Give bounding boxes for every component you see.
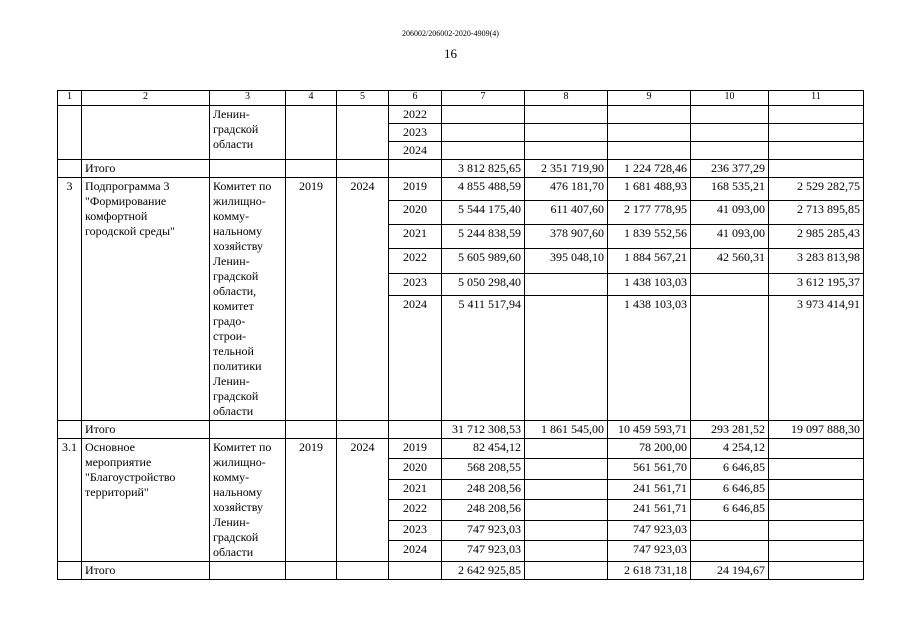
amount-cell: 4 855 488,59 xyxy=(442,178,525,201)
responsible-cell xyxy=(210,421,286,439)
total-amount-cell: 3 812 825,65 xyxy=(442,160,525,178)
amount-cell xyxy=(608,142,691,160)
amount-cell: 4 254,12 xyxy=(691,439,769,459)
column-header: 8 xyxy=(525,91,608,106)
total-amount-cell: 1 861 545,00 xyxy=(525,421,608,439)
year-cell: 2021 xyxy=(389,479,442,499)
total-amount-cell: 236 377,29 xyxy=(691,160,769,178)
amount-cell xyxy=(525,296,608,421)
row-number-cell xyxy=(58,421,82,439)
year-cell: 2023 xyxy=(389,124,442,142)
amount-cell xyxy=(769,458,864,479)
amount-cell: 568 208,55 xyxy=(442,458,525,479)
total-amount-cell xyxy=(525,562,608,580)
column-header: 9 xyxy=(608,91,691,106)
amount-cell: 3 612 195,37 xyxy=(769,273,864,296)
amount-cell: 5 411 517,94 xyxy=(442,296,525,421)
year-cell: 2024 xyxy=(389,296,442,421)
amount-cell xyxy=(691,540,769,561)
start-year-cell: 2019 xyxy=(286,178,337,421)
amount-cell: 248 208,56 xyxy=(442,499,525,520)
document-id: 206002/206002-2020-4909(4) xyxy=(402,29,499,38)
total-label: Итого xyxy=(82,160,210,178)
amount-cell xyxy=(525,142,608,160)
amount-cell: 2 713 895,85 xyxy=(769,200,864,225)
total-amount-cell: 10 459 593,71 xyxy=(608,421,691,439)
amount-cell xyxy=(525,273,608,296)
end-year-cell xyxy=(337,160,389,178)
table-row xyxy=(58,439,864,459)
amount-cell: 2 985 285,43 xyxy=(769,225,864,249)
total-amount-cell: 31 712 308,53 xyxy=(442,421,525,439)
end-year-cell xyxy=(337,562,389,580)
amount-cell: 241 561,71 xyxy=(608,499,691,520)
amount-cell xyxy=(525,106,608,124)
amount-cell: 241 561,71 xyxy=(608,479,691,499)
amount-cell xyxy=(691,124,769,142)
amount-cell xyxy=(769,499,864,520)
amount-cell: 6 646,85 xyxy=(691,479,769,499)
amount-cell xyxy=(525,439,608,459)
start-year-cell xyxy=(286,106,337,160)
column-header: 1 xyxy=(58,91,82,106)
total-label: Итого xyxy=(82,421,210,439)
start-year-cell xyxy=(286,421,337,439)
amount-cell: 2 529 282,75 xyxy=(769,178,864,201)
amount-cell xyxy=(691,106,769,124)
amount-cell: 1 438 103,03 xyxy=(608,273,691,296)
table-body xyxy=(58,91,864,580)
amount-cell xyxy=(525,458,608,479)
total-amount-cell: 1 224 728,46 xyxy=(608,160,691,178)
year-cell: 2021 xyxy=(389,225,442,249)
amount-cell: 3 973 414,91 xyxy=(769,296,864,421)
start-year-cell xyxy=(286,160,337,178)
column-header: 7 xyxy=(442,91,525,106)
column-header: 3 xyxy=(210,91,286,106)
program-name-cell xyxy=(82,106,210,160)
amount-cell: 6 646,85 xyxy=(691,458,769,479)
amount-cell: 747 923,03 xyxy=(608,520,691,540)
amount-cell xyxy=(525,499,608,520)
amount-cell xyxy=(442,106,525,124)
year-cell: 2022 xyxy=(389,249,442,274)
page-number: 16 xyxy=(444,46,457,61)
start-year-cell: 2019 xyxy=(286,439,337,562)
table-row xyxy=(58,106,864,124)
amount-cell: 747 923,03 xyxy=(608,540,691,561)
amount-cell xyxy=(691,273,769,296)
year-cell: 2023 xyxy=(389,520,442,540)
amount-cell: 476 181,70 xyxy=(525,178,608,201)
year-cell: 2024 xyxy=(389,540,442,561)
total-amount-cell: 2 618 731,18 xyxy=(608,562,691,580)
total-label: Итого xyxy=(82,562,210,580)
amount-cell xyxy=(525,520,608,540)
total-row xyxy=(58,421,864,439)
responsible-cell: Комитет по жилищно- комму- нальному хозяйству Ленин- градской области xyxy=(210,439,286,562)
amount-cell: 5 544 175,40 xyxy=(442,200,525,225)
table-row xyxy=(58,178,864,201)
year-cell: 2022 xyxy=(389,106,442,124)
start-year-cell xyxy=(286,562,337,580)
amount-cell: 747 923,03 xyxy=(442,520,525,540)
amount-cell: 1 438 103,03 xyxy=(608,296,691,421)
column-header: 6 xyxy=(389,91,442,106)
amount-cell: 6 646,85 xyxy=(691,499,769,520)
amount-cell: 82 454,12 xyxy=(442,439,525,459)
responsible-cell: Комитет по жилищно- комму- нальному хозяйству Ленин- градской области, комитет градо- строи- тельной политики Ленин- градской области xyxy=(210,178,286,421)
amount-cell: 168 535,21 xyxy=(691,178,769,201)
amount-cell: 2 177 778,95 xyxy=(608,200,691,225)
responsible-cell: Ленин- градской области xyxy=(210,106,286,160)
total-amount-cell: 2 351 719,90 xyxy=(525,160,608,178)
end-year-cell xyxy=(337,421,389,439)
amount-cell xyxy=(691,142,769,160)
amount-cell xyxy=(769,540,864,561)
amount-cell xyxy=(608,124,691,142)
amount-cell xyxy=(769,142,864,160)
end-year-cell: 2024 xyxy=(337,439,389,562)
column-header: 11 xyxy=(769,91,864,106)
amount-cell: 41 093,00 xyxy=(691,225,769,249)
column-header: 2 xyxy=(82,91,210,106)
amount-cell: 41 093,00 xyxy=(691,200,769,225)
program-name-cell: Основное мероприятие "Благоустройство территорий" xyxy=(82,439,210,562)
amount-cell xyxy=(525,540,608,561)
amount-cell xyxy=(769,479,864,499)
column-header: 5 xyxy=(337,91,389,106)
amount-cell: 1 839 552,56 xyxy=(608,225,691,249)
total-amount-cell: 293 281,52 xyxy=(691,421,769,439)
amount-cell: 248 208,56 xyxy=(442,479,525,499)
amount-cell: 5 244 838,59 xyxy=(442,225,525,249)
row-number-cell xyxy=(58,562,82,580)
total-amount-cell xyxy=(769,160,864,178)
responsible-cell xyxy=(210,562,286,580)
amount-cell xyxy=(769,124,864,142)
year-cell: 2020 xyxy=(389,200,442,225)
amount-cell xyxy=(442,124,525,142)
total-row xyxy=(58,562,864,580)
amount-cell: 747 923,03 xyxy=(442,540,525,561)
amount-cell xyxy=(608,106,691,124)
amount-cell xyxy=(442,142,525,160)
row-number-cell: 3.1 xyxy=(58,439,82,562)
amount-cell xyxy=(691,296,769,421)
total-amount-cell: 19 097 888,30 xyxy=(769,421,864,439)
total-amount-cell: 2 642 925,85 xyxy=(442,562,525,580)
amount-cell: 611 407,60 xyxy=(525,200,608,225)
row-number-cell xyxy=(58,106,82,160)
amount-cell xyxy=(525,124,608,142)
amount-cell: 395 048,10 xyxy=(525,249,608,274)
year-cell xyxy=(389,562,442,580)
amount-cell: 378 907,60 xyxy=(525,225,608,249)
amount-cell: 5 050 298,40 xyxy=(442,273,525,296)
amount-cell xyxy=(691,520,769,540)
total-amount-cell xyxy=(769,562,864,580)
amount-cell: 1 681 488,93 xyxy=(608,178,691,201)
end-year-cell: 2024 xyxy=(337,178,389,421)
amount-cell xyxy=(769,520,864,540)
year-cell: 2020 xyxy=(389,458,442,479)
program-name-cell: Подпрограмма 3 "Формирование комфортной городской среды" xyxy=(82,178,210,421)
year-cell: 2023 xyxy=(389,273,442,296)
year-cell: 2019 xyxy=(389,178,442,201)
responsible-cell xyxy=(210,160,286,178)
amount-cell: 42 560,31 xyxy=(691,249,769,274)
budget-table xyxy=(57,90,864,580)
row-number-cell xyxy=(58,160,82,178)
year-cell: 2022 xyxy=(389,499,442,520)
total-row xyxy=(58,160,864,178)
amount-cell xyxy=(769,439,864,459)
column-header: 10 xyxy=(691,91,769,106)
amount-cell xyxy=(525,479,608,499)
amount-cell: 561 561,70 xyxy=(608,458,691,479)
row-number-cell: 3 xyxy=(58,178,82,421)
amount-cell: 5 605 989,60 xyxy=(442,249,525,274)
amount-cell: 1 884 567,21 xyxy=(608,249,691,274)
amount-cell: 3 283 813,98 xyxy=(769,249,864,274)
year-cell xyxy=(389,421,442,439)
amount-cell xyxy=(769,106,864,124)
year-cell: 2019 xyxy=(389,439,442,459)
amount-cell: 78 200,00 xyxy=(608,439,691,459)
column-header: 4 xyxy=(286,91,337,106)
total-amount-cell: 24 194,67 xyxy=(691,562,769,580)
year-cell: 2024 xyxy=(389,142,442,160)
year-cell xyxy=(389,160,442,178)
end-year-cell xyxy=(337,106,389,160)
header-row xyxy=(58,91,864,106)
